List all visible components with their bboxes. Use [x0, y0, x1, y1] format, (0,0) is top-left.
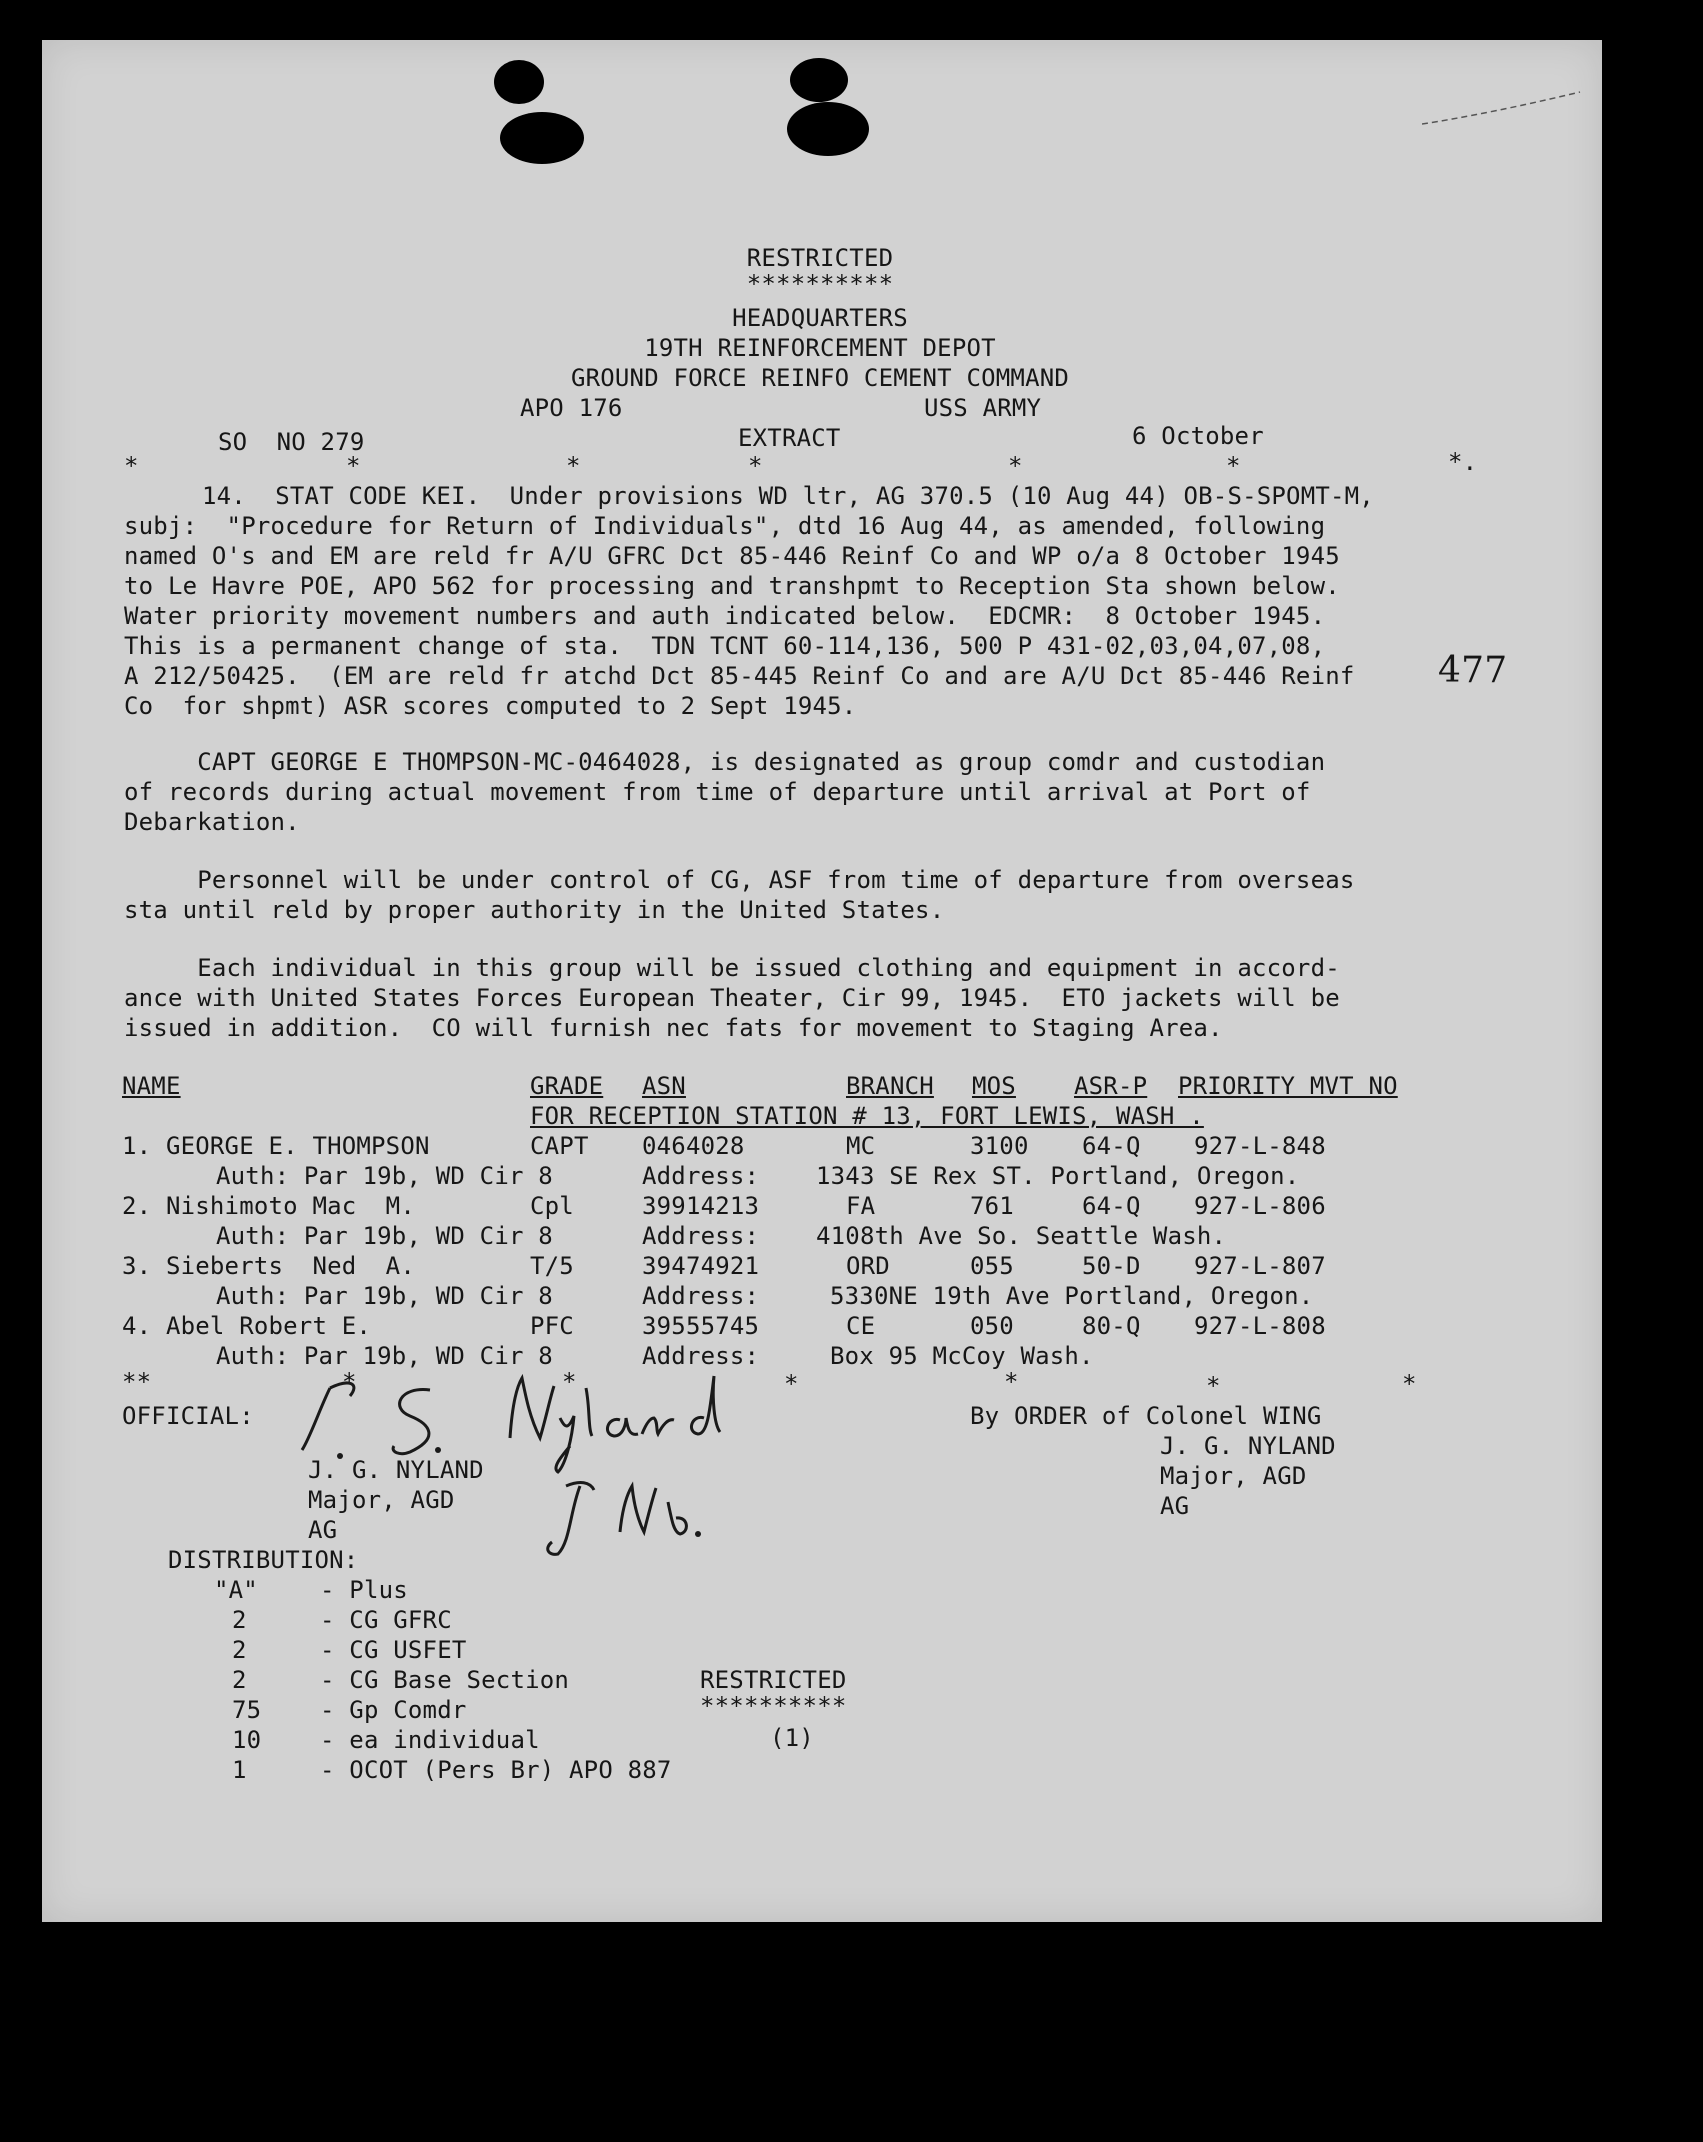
binder-hole: [790, 58, 848, 102]
col-header-name: NAME: [122, 1072, 181, 1100]
dist-to: - CG USFET: [320, 1636, 467, 1664]
row-auth: Auth: Par 19b, WD Cir 8: [216, 1222, 553, 1250]
text-line: sta until reld by proper authority in the United States.: [124, 896, 945, 924]
distribution-label: DISTRIBUTION:: [168, 1546, 359, 1574]
star: *: [342, 1368, 357, 1396]
reception-station: FOR RECEPTION STATION # 13, FORT LEWIS, WASH .: [530, 1102, 1204, 1130]
official-office: AG: [308, 1516, 338, 1544]
col-header-asn: ASN: [642, 1072, 686, 1100]
star: *: [566, 452, 581, 480]
col-header-asr: ASR-P: [1074, 1072, 1148, 1100]
row-address-label: Address:: [642, 1342, 760, 1370]
dist-qty: 2: [232, 1666, 247, 1694]
extract-label: EXTRACT: [738, 424, 841, 452]
restricted-stars-top: **********: [746, 270, 894, 298]
dist-to: - Gp Comdr: [320, 1696, 467, 1724]
scan-line: [1422, 88, 1582, 128]
text-line: This is a permanent change of sta. TDN TCNT 60-114,136, 500 P 431-02,03,04,07,08,: [124, 632, 1326, 660]
text-line: named O's and EM are reld fr A/U GFRC Dct 85-446 Reinf Co and WP o/a 8 October 1945: [124, 542, 1340, 570]
row-mos: 3100: [970, 1132, 1029, 1160]
row-name: 1. GEORGE E. THOMPSON: [122, 1132, 430, 1160]
star: *.: [1448, 448, 1478, 476]
row-mos: 050: [970, 1312, 1014, 1340]
official-rank: Major, AGD: [308, 1486, 455, 1514]
order-name: J. G. NYLAND: [1160, 1432, 1336, 1460]
row-name: 3. Sieberts Ned A.: [122, 1252, 415, 1280]
text-line: CAPT GEORGE E THOMPSON-MC-0464028, is designated as group comdr and custodian: [124, 748, 1326, 776]
row-address: 5330NE 19th Ave Portland, Oregon.: [830, 1282, 1314, 1310]
apo-number: APO 176: [520, 394, 623, 422]
page-number: (1): [770, 1724, 814, 1752]
row-auth: Auth: Par 19b, WD Cir 8: [216, 1282, 553, 1310]
text-line: issued in addition. CO will furnish nec fats for movement to Staging Area.: [124, 1014, 1223, 1042]
row-branch: CE: [846, 1312, 876, 1340]
row-asr: 64-Q: [1082, 1192, 1141, 1220]
row-branch: ORD: [846, 1252, 890, 1280]
command-title: GROUND FORCE REINFO CEMENT COMMAND: [570, 364, 1070, 392]
row-auth: Auth: Par 19b, WD Cir 8: [216, 1342, 553, 1370]
binder-hole: [494, 60, 544, 104]
row-name: 2. Nishimoto Mac M.: [122, 1192, 415, 1220]
row-address-label: Address:: [642, 1282, 760, 1310]
restricted-bottom: RESTRICTED: [700, 1666, 847, 1694]
row-branch: FA: [846, 1192, 876, 1220]
page-stamp-number: 477: [1438, 650, 1508, 691]
text-line: subj: "Procedure for Return of Individuals", dtd 16 Aug 44, as amended, following: [124, 512, 1326, 540]
dist-qty: "A": [214, 1576, 258, 1604]
row-address-label: Address:: [642, 1222, 760, 1250]
text-line: Each individual in this group will be issued clothing and equipment in accord-: [124, 954, 1340, 982]
row-mos: 055: [970, 1252, 1014, 1280]
dist-to: - CG GFRC: [320, 1606, 452, 1634]
row-grade: T/5: [530, 1252, 574, 1280]
row-address: 1343 SE Rex ST. Portland, Oregon.: [816, 1162, 1300, 1190]
order-office: AG: [1160, 1492, 1190, 1520]
row-mos: 761: [970, 1192, 1014, 1220]
star: **: [122, 1368, 152, 1396]
row-priority: 927-L-807: [1194, 1252, 1326, 1280]
order-date: 6 October: [1132, 422, 1264, 450]
row-asn: 39474921: [642, 1252, 760, 1280]
dist-qty: 75: [232, 1696, 262, 1724]
restricted-stars-bottom: **********: [700, 1692, 847, 1720]
dist-to: - Plus: [320, 1576, 408, 1604]
depot-title: 19TH REINFORCEMENT DEPOT: [644, 334, 996, 362]
row-name: 4. Abel Robert E.: [122, 1312, 372, 1340]
row-grade: CAPT: [530, 1132, 589, 1160]
row-priority: 927-L-806: [1194, 1192, 1326, 1220]
row-asn: 39914213: [642, 1192, 760, 1220]
dist-qty: 10: [232, 1726, 262, 1754]
by-order-line: By ORDER of Colonel WING: [970, 1402, 1322, 1430]
official-name: J. G. NYLAND: [308, 1456, 484, 1484]
initials-jgn: [540, 1472, 740, 1562]
star: *: [562, 1368, 577, 1396]
row-branch: MC: [846, 1132, 876, 1160]
army-label: USS ARMY: [924, 394, 1042, 422]
text-line: to Le Havre POE, APO 562 for processing and transhpmt to Reception Sta shown below.: [124, 572, 1340, 600]
row-grade: PFC: [530, 1312, 574, 1340]
text-line: ance with United States Forces European Theater, Cir 99, 1945. ETO jackets will be: [124, 984, 1340, 1012]
dist-qty: 2: [232, 1606, 247, 1634]
dist-to: - OCOT (Pers Br) APO 887: [320, 1756, 672, 1784]
row-asn: 39555745: [642, 1312, 760, 1340]
star: *: [346, 452, 361, 480]
star: *: [784, 1370, 799, 1398]
star: *: [1206, 1372, 1221, 1400]
row-priority: 927-L-808: [1194, 1312, 1326, 1340]
row-priority: 927-L-848: [1194, 1132, 1326, 1160]
binder-hole: [500, 112, 584, 164]
star: *: [1008, 452, 1023, 480]
text-line: Water priority movement numbers and auth indicated below. EDCMR: 8 October 1945.: [124, 602, 1326, 630]
dist-qty: 1: [232, 1756, 247, 1784]
col-header-branch: BRANCH: [846, 1072, 934, 1100]
row-address: Box 95 McCoy Wash.: [830, 1342, 1094, 1370]
row-address-label: Address:: [642, 1162, 760, 1190]
row-asr: 50-D: [1082, 1252, 1141, 1280]
text-line: of records during actual movement from time of departure until arrival at Port of: [124, 778, 1311, 806]
official-label: OFFICIAL:: [122, 1402, 254, 1430]
text-line: Debarkation.: [124, 808, 300, 836]
star: *: [1226, 452, 1241, 480]
text-line: Personnel will be under control of CG, ASF from time of departure from overseas: [124, 866, 1355, 894]
text-line: 14. STAT CODE KEI. Under provisions WD ltr, AG 370.5 (10 Aug 44) OB-S-SPOMT-M,: [202, 482, 1374, 510]
col-header-mos: MOS: [972, 1072, 1016, 1100]
dist-to: - ea individual: [320, 1726, 540, 1754]
restricted-top: RESTRICTED: [746, 244, 894, 272]
dist-qty: 2: [232, 1636, 247, 1664]
row-asn: 0464028: [642, 1132, 745, 1160]
hq-title: HEADQUARTERS: [732, 304, 908, 332]
dist-to: - CG Base Section: [320, 1666, 570, 1694]
order-rank: Major, AGD: [1160, 1462, 1307, 1490]
star: *: [124, 452, 139, 480]
star: *: [1004, 1368, 1019, 1396]
row-grade: Cpl: [530, 1192, 574, 1220]
row-asr: 80-Q: [1082, 1312, 1141, 1340]
star: *: [748, 452, 763, 480]
special-order-number: SO NO 279: [218, 428, 365, 456]
text-line: Co for shpmt) ASR scores computed to 2 Sept 1945.: [124, 692, 857, 720]
row-address: 4108th Ave So. Seattle Wash.: [816, 1222, 1227, 1250]
row-auth: Auth: Par 19b, WD Cir 8: [216, 1162, 553, 1190]
binder-hole: [787, 102, 869, 156]
star: *: [1402, 1370, 1417, 1398]
col-header-priority: PRIORITY MVT NO: [1178, 1072, 1398, 1100]
text-line: A 212/50425. (EM are reld fr atchd Dct 85-445 Reinf Co and are A/U Dct 85-446 Reinf: [124, 662, 1355, 690]
row-asr: 64-Q: [1082, 1132, 1141, 1160]
col-header-grade: GRADE: [530, 1072, 604, 1100]
